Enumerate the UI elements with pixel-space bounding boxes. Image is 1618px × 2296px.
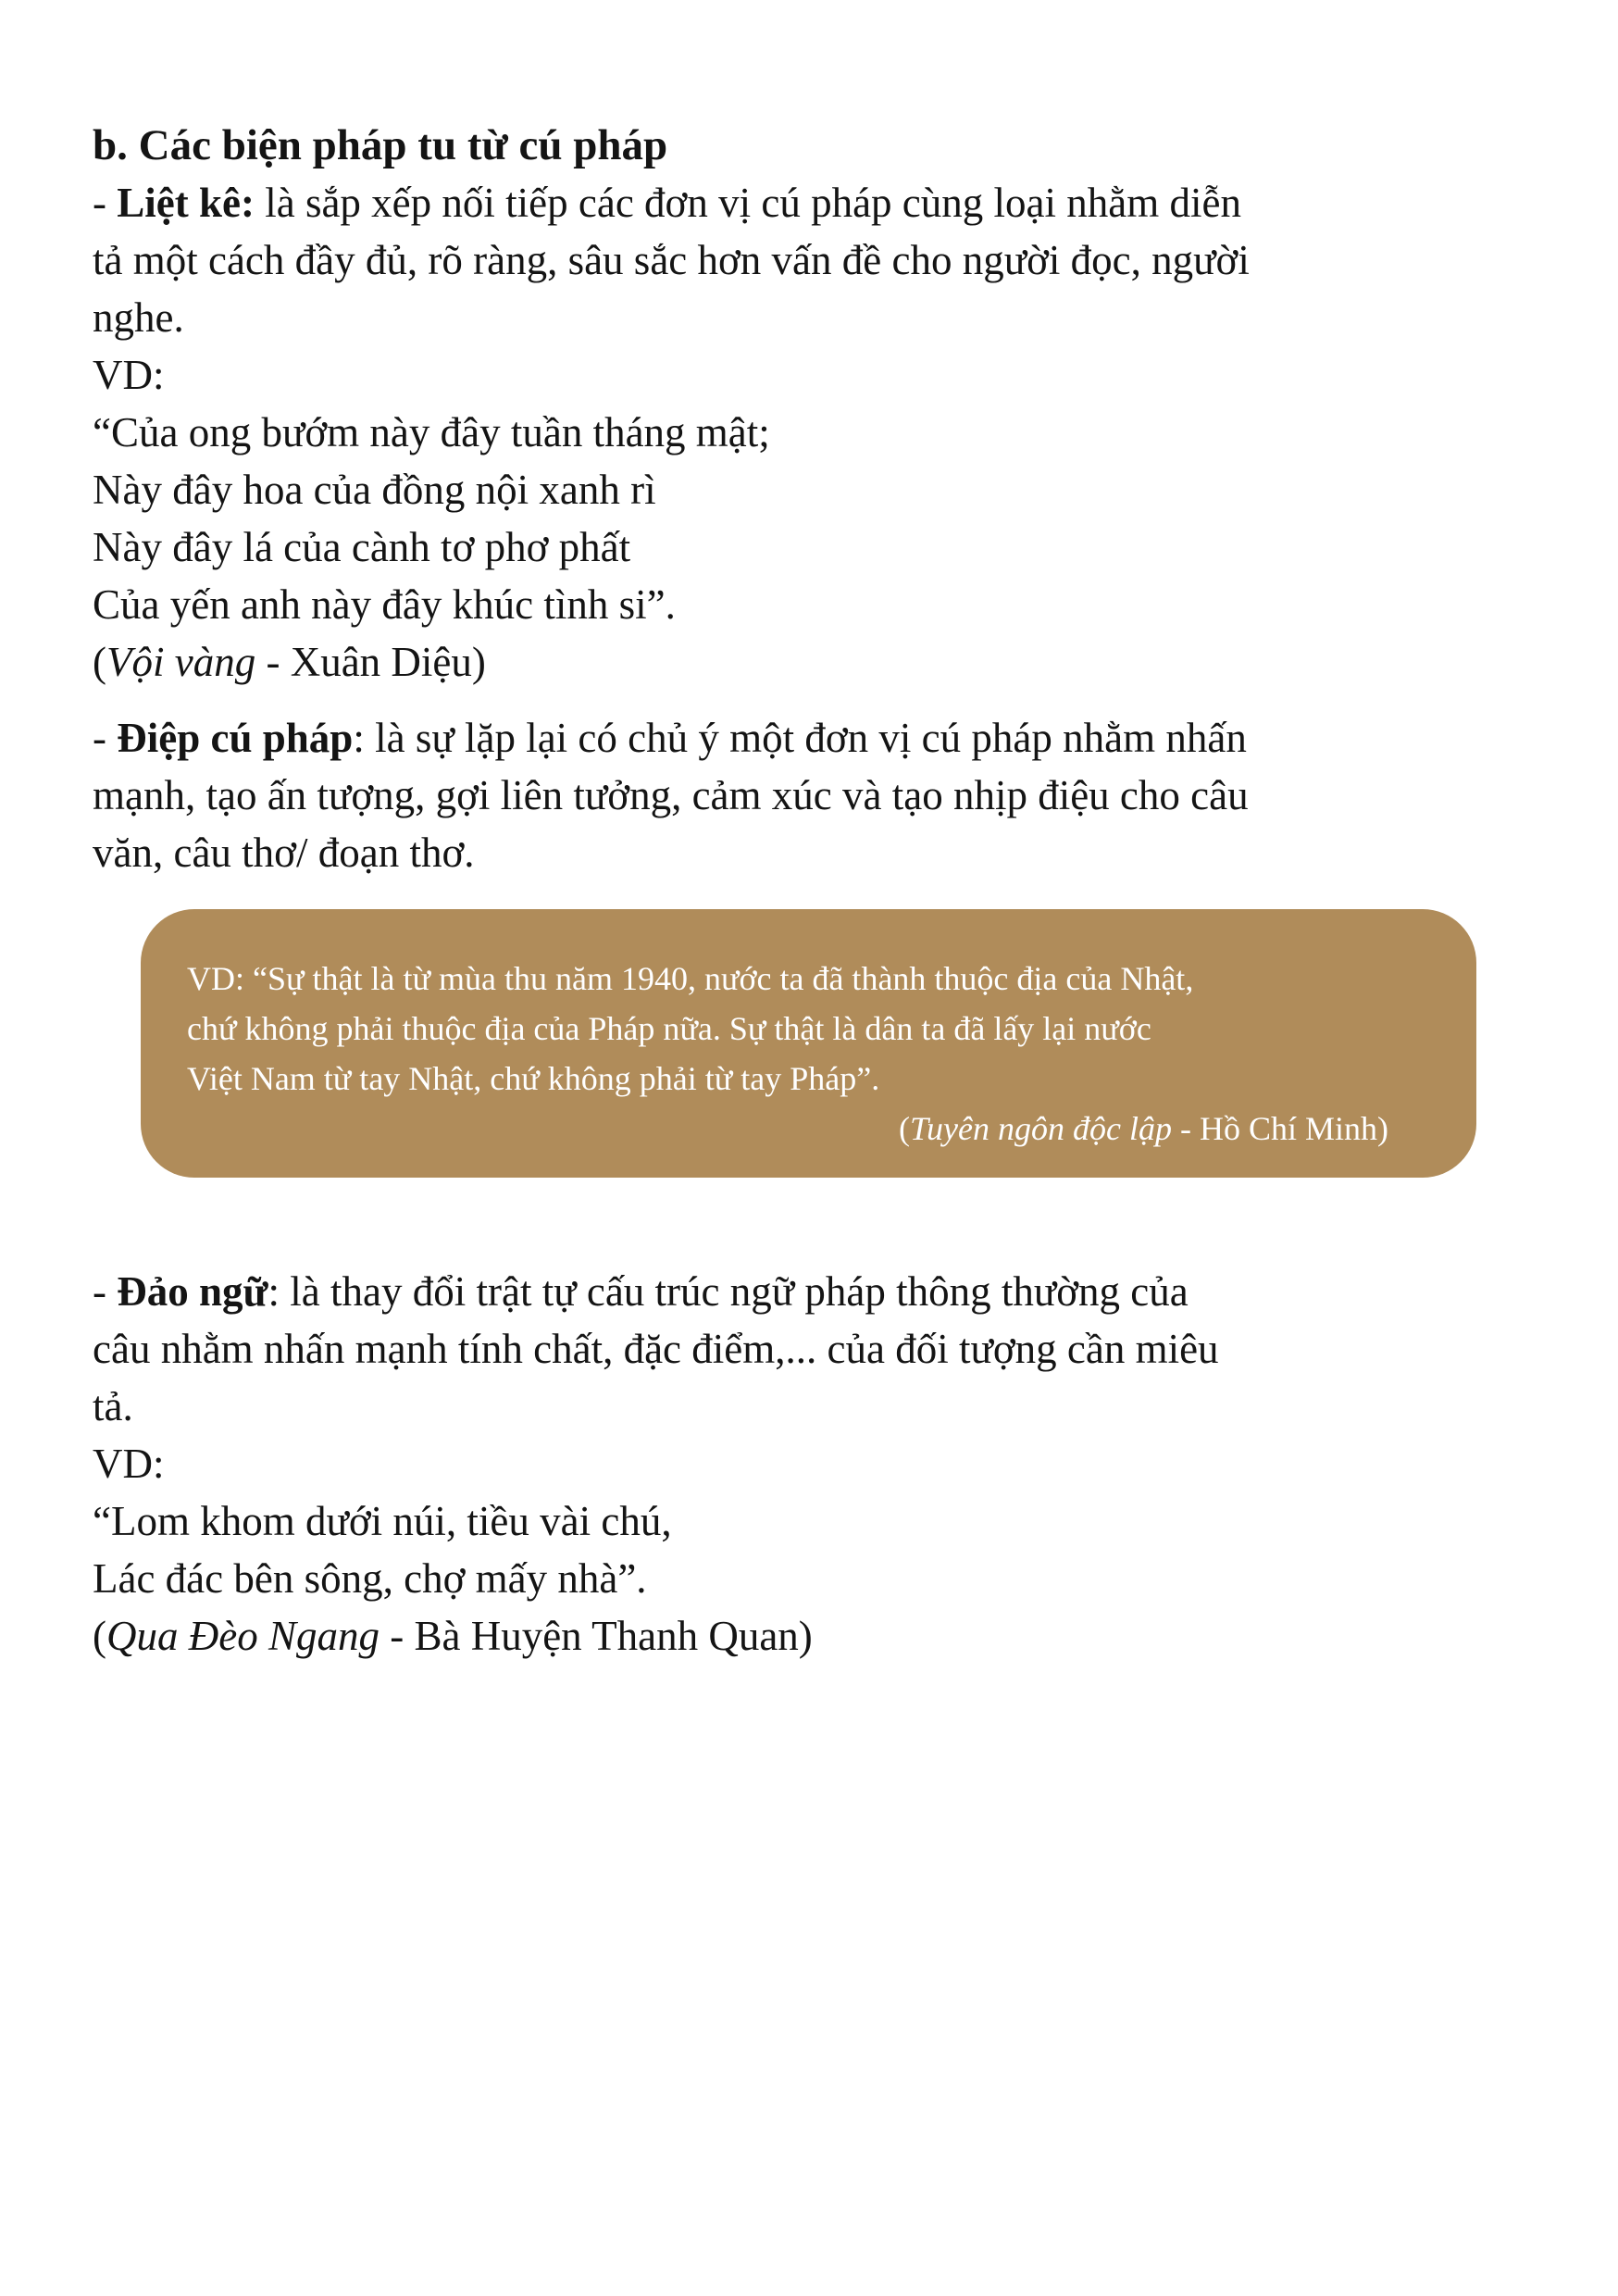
dao-ngu-example-label: VD: [93,1441,165,1487]
quote-line: VD: “Sự thật là từ mùa thu năm 1940, nước ta đã thành thuộc địa của Nhật, [187,960,1194,997]
list-dash: - [93,180,118,226]
text-line [93,709,1525,767]
text-line [93,174,1525,231]
poem-line: Của yến anh này đây khúc tình si”. [93,581,676,628]
dao-ngu-definition [93,1263,1525,1435]
work-title: Vội vàng [106,639,256,685]
text-line [93,1263,1525,1320]
poem-line: Này đây hoa của đồng nội xanh rì [93,467,656,513]
dao-ngu-term: Đảo ngữ [117,1268,268,1315]
definition-text: : là thay đổi trật tự cấu trúc ngữ pháp thông thường của [268,1268,1189,1315]
list-dash: - [93,715,118,761]
voi-vang-citation [93,633,1525,691]
text-line: văn, câu thơ/ đoạn thơ. [93,830,475,876]
text-line: mạnh, tạo ấn tượng, gợi liên tưởng, cảm xúc và tạo nhịp điệu cho câu [93,772,1249,818]
quote-line: Việt Nam từ tay Nhật, chứ không phải từ tay Pháp”. [187,1060,880,1097]
tuyen-ngon-citation [187,1104,1430,1154]
work-title: Tuyên ngôn độc lập [910,1110,1172,1147]
quote-line: chứ không phải thuộc địa của Pháp nữa. Sự thật là dân ta đã lấy lại nước [187,1010,1151,1047]
poem-line: “Lom khom dưới núi, tiều vài chú, [93,1498,672,1544]
citation-open: ( [93,639,106,685]
citation-author: - Xuân Diệu) [255,639,486,685]
citation-author: - Bà Huyện Thanh Quan) [379,1613,813,1659]
citation-open: ( [93,1613,106,1659]
poem-line: Này đây lá của cành tơ phơ phất [93,524,631,570]
text-line: tả một cách đầy đủ, rõ ràng, sâu sắc hơn vấn đề cho người đọc, người [93,237,1250,283]
lietke-term: Liệt kê: [117,180,255,226]
qua-deo-ngang-citation [93,1607,1525,1665]
citation-author: - Hồ Chí Minh) [1172,1110,1388,1147]
text-line: câu nhằm nhấn mạnh tính chất, đặc điểm,... của đối tượng cần miêu [93,1326,1219,1372]
example-quote-box [141,909,1476,1178]
work-title: Qua Đèo Ngang [106,1613,380,1659]
text-line: nghe. [93,294,184,341]
poem-line: Lác đác bên sông, chợ mấy nhà”. [93,1555,647,1602]
section-heading: b. Các biện pháp tu từ cú pháp [93,121,668,169]
definition-text: là sắp xếp nối tiếp các đơn vị cú pháp cùng loại nhằm diễn [254,180,1241,226]
poem-line: “Của ong bướm này đây tuần tháng mật; [93,409,770,455]
qua-deo-ngang-quote [93,1492,1525,1607]
diep-cu-phap-term: Điệp cú pháp [117,715,354,761]
lietke-definition [93,174,1525,346]
lietke-example-label: VD: [93,352,165,398]
diep-cu-phap-definition [93,709,1525,881]
text-line: tả. [93,1383,133,1429]
list-dash: - [93,1268,118,1315]
voi-vang-quote [93,404,1525,633]
definition-text: : là sự lặp lại có chủ ý một đơn vị cú pháp nhằm nhấn [353,715,1247,761]
citation-open: ( [899,1110,911,1147]
